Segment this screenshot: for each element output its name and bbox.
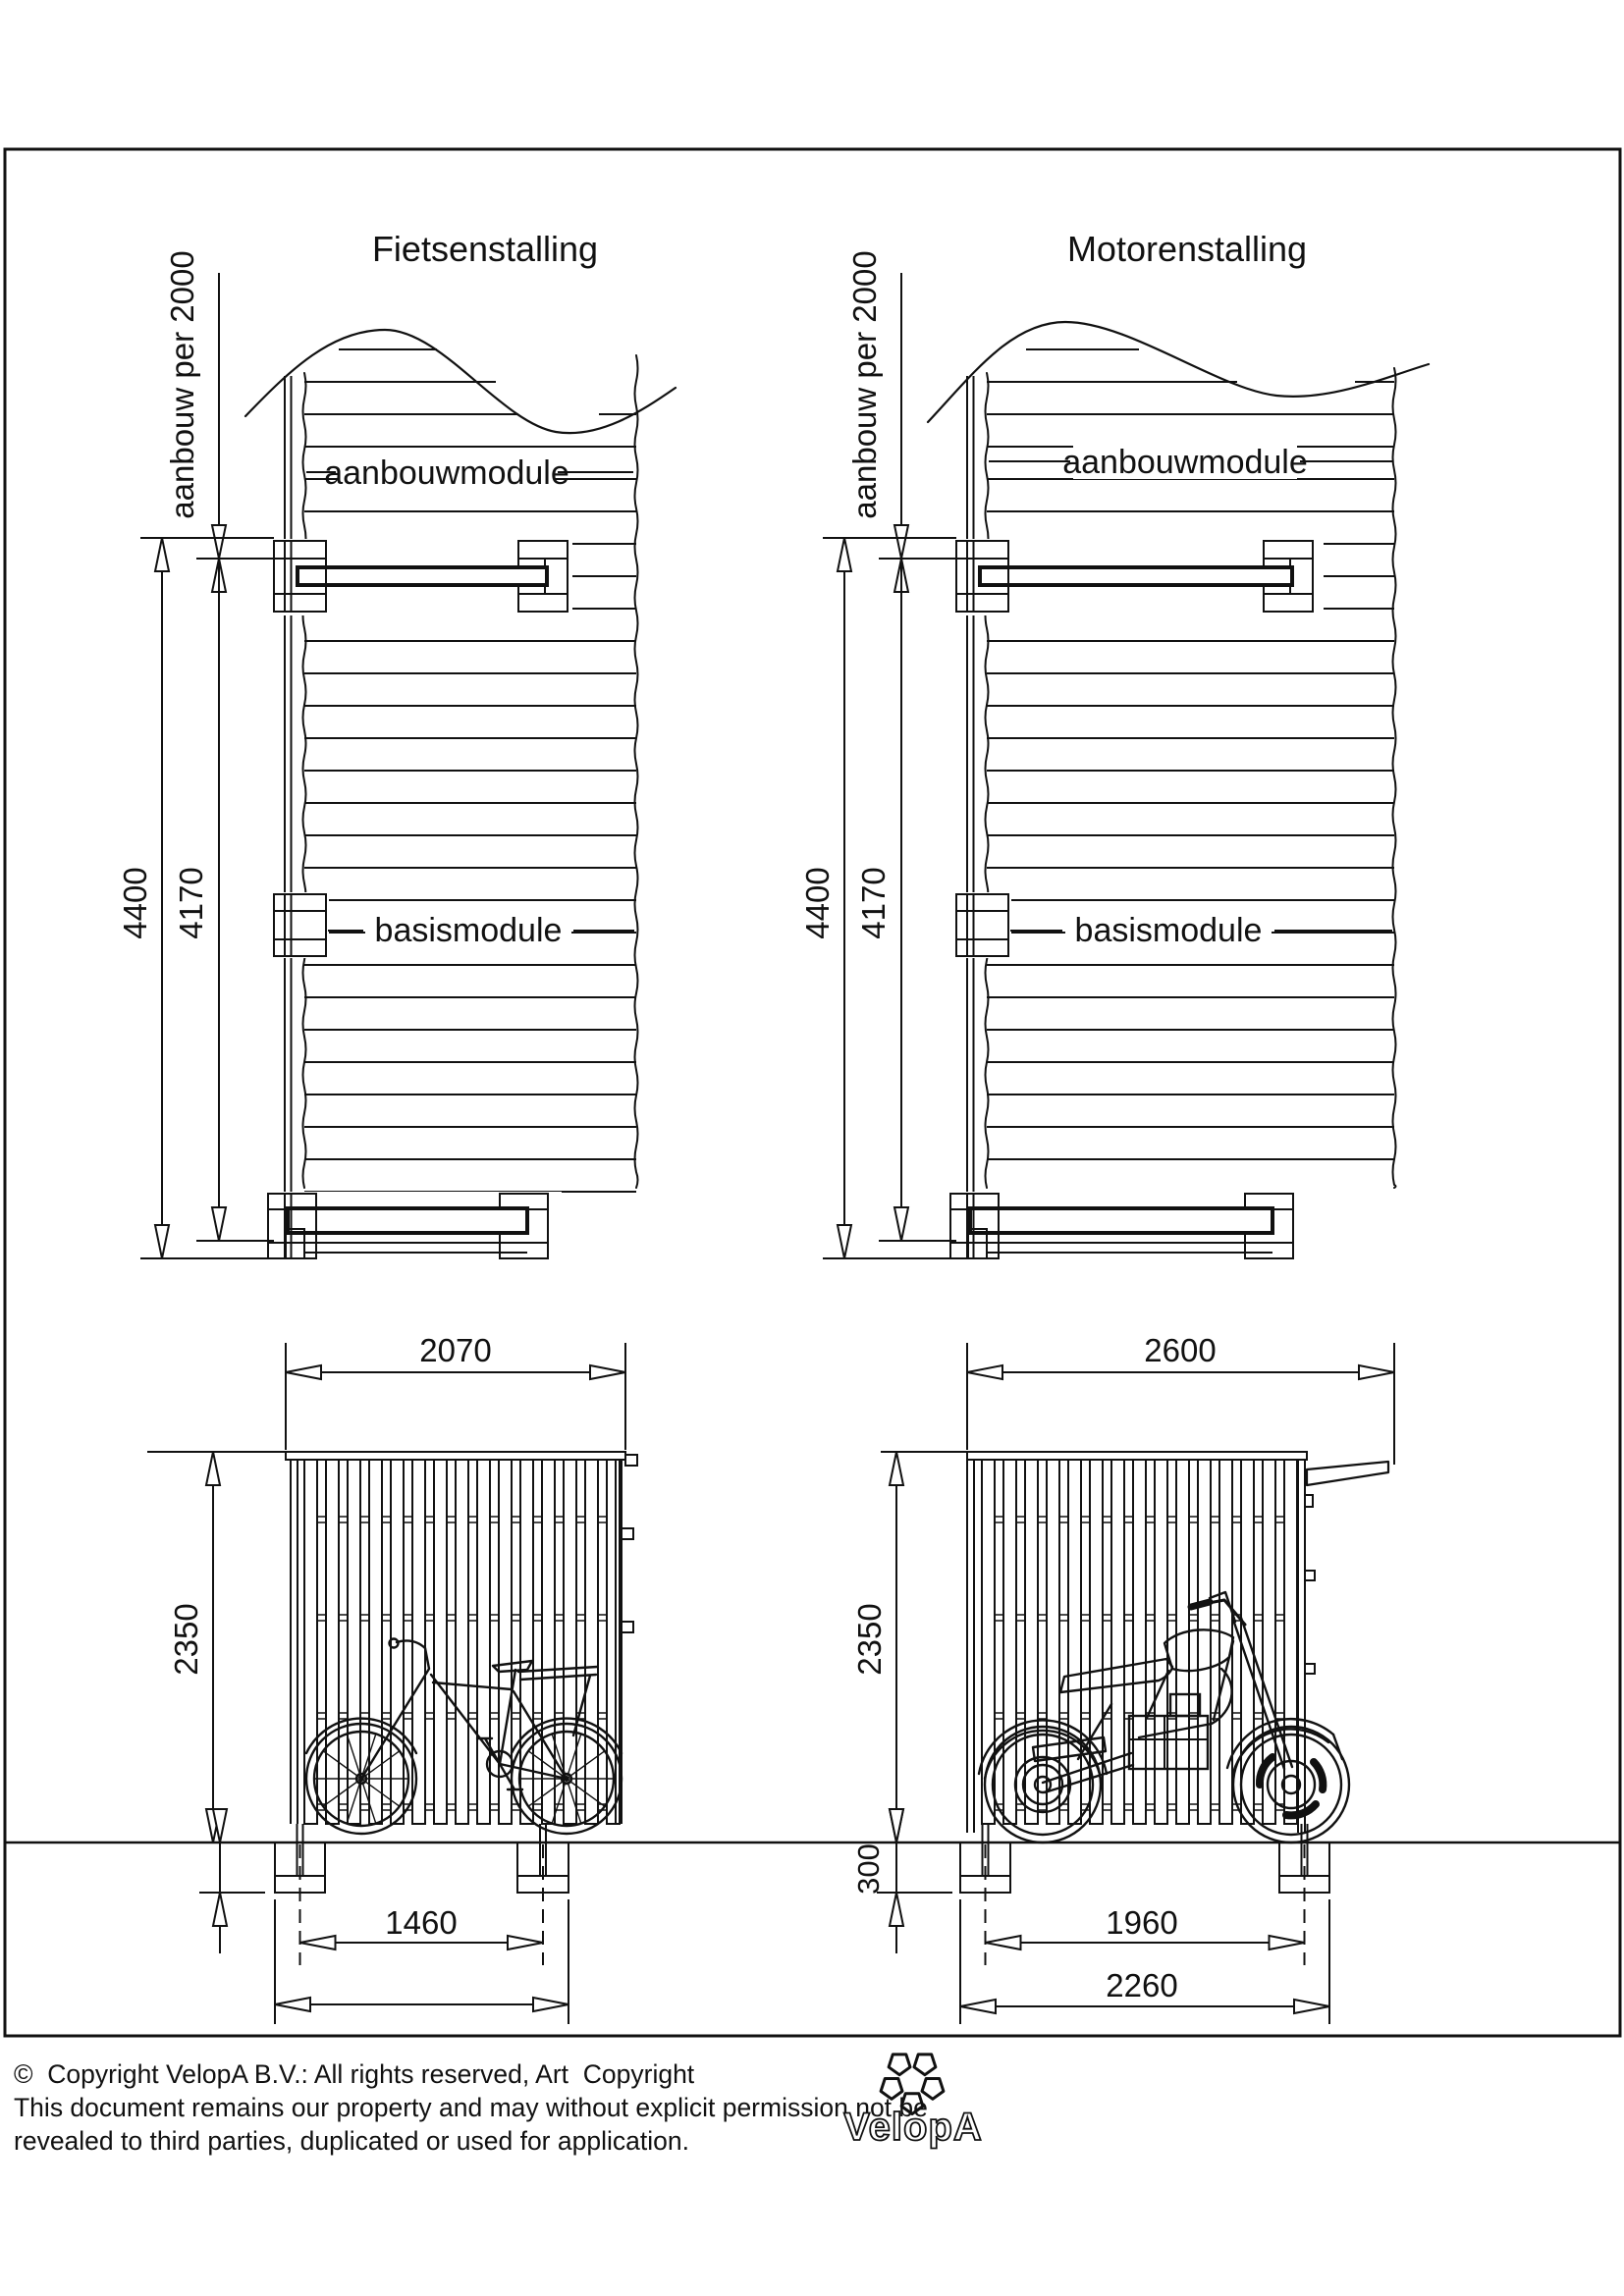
dim-300: 300 [851, 1843, 886, 1895]
title-motorenstalling: Motorenstalling [1066, 229, 1308, 269]
label-aanbouwmodule-right: aanbouwmodule [1062, 444, 1308, 481]
dim-aanbouw-per-2000-left: aanbouw per 2000 [164, 250, 200, 519]
copyright-line-3: revealed to third parties, duplicated or used for application. [14, 2126, 689, 2156]
dim-4400-right: 4400 [799, 867, 836, 939]
dim-1960: 1960 [1106, 1904, 1178, 1941]
dim-4170-right: 4170 [855, 867, 892, 939]
dim-4170-left: 4170 [173, 867, 209, 939]
copyright-line-2: This document remains our property and may without explicit permission not be [14, 2093, 928, 2122]
label-basismodule-right: basismodule [1074, 912, 1263, 949]
copyright-line-1: © Copyright VelopA B.V.: All rights reserved, Art Copyright [14, 2059, 695, 2089]
dim-2350-left: 2350 [168, 1603, 204, 1676]
title-fietsenstalling: Fietsenstalling [371, 229, 599, 269]
dim-2070: 2070 [419, 1332, 492, 1368]
dim-aanbouw-per-2000-right: aanbouw per 2000 [846, 250, 883, 519]
dim-2350-right: 2350 [851, 1603, 888, 1676]
dim-2260: 2260 [1106, 1967, 1178, 2003]
label-basismodule-left: basismodule [374, 912, 563, 949]
velopa-logo-text: VelopA [843, 2106, 983, 2149]
dim-4400-left: 4400 [117, 867, 153, 939]
label-aanbouwmodule-left: aanbouwmodule [324, 454, 569, 492]
dim-1460: 1460 [385, 1904, 458, 1941]
dim-2600: 2600 [1144, 1332, 1217, 1368]
